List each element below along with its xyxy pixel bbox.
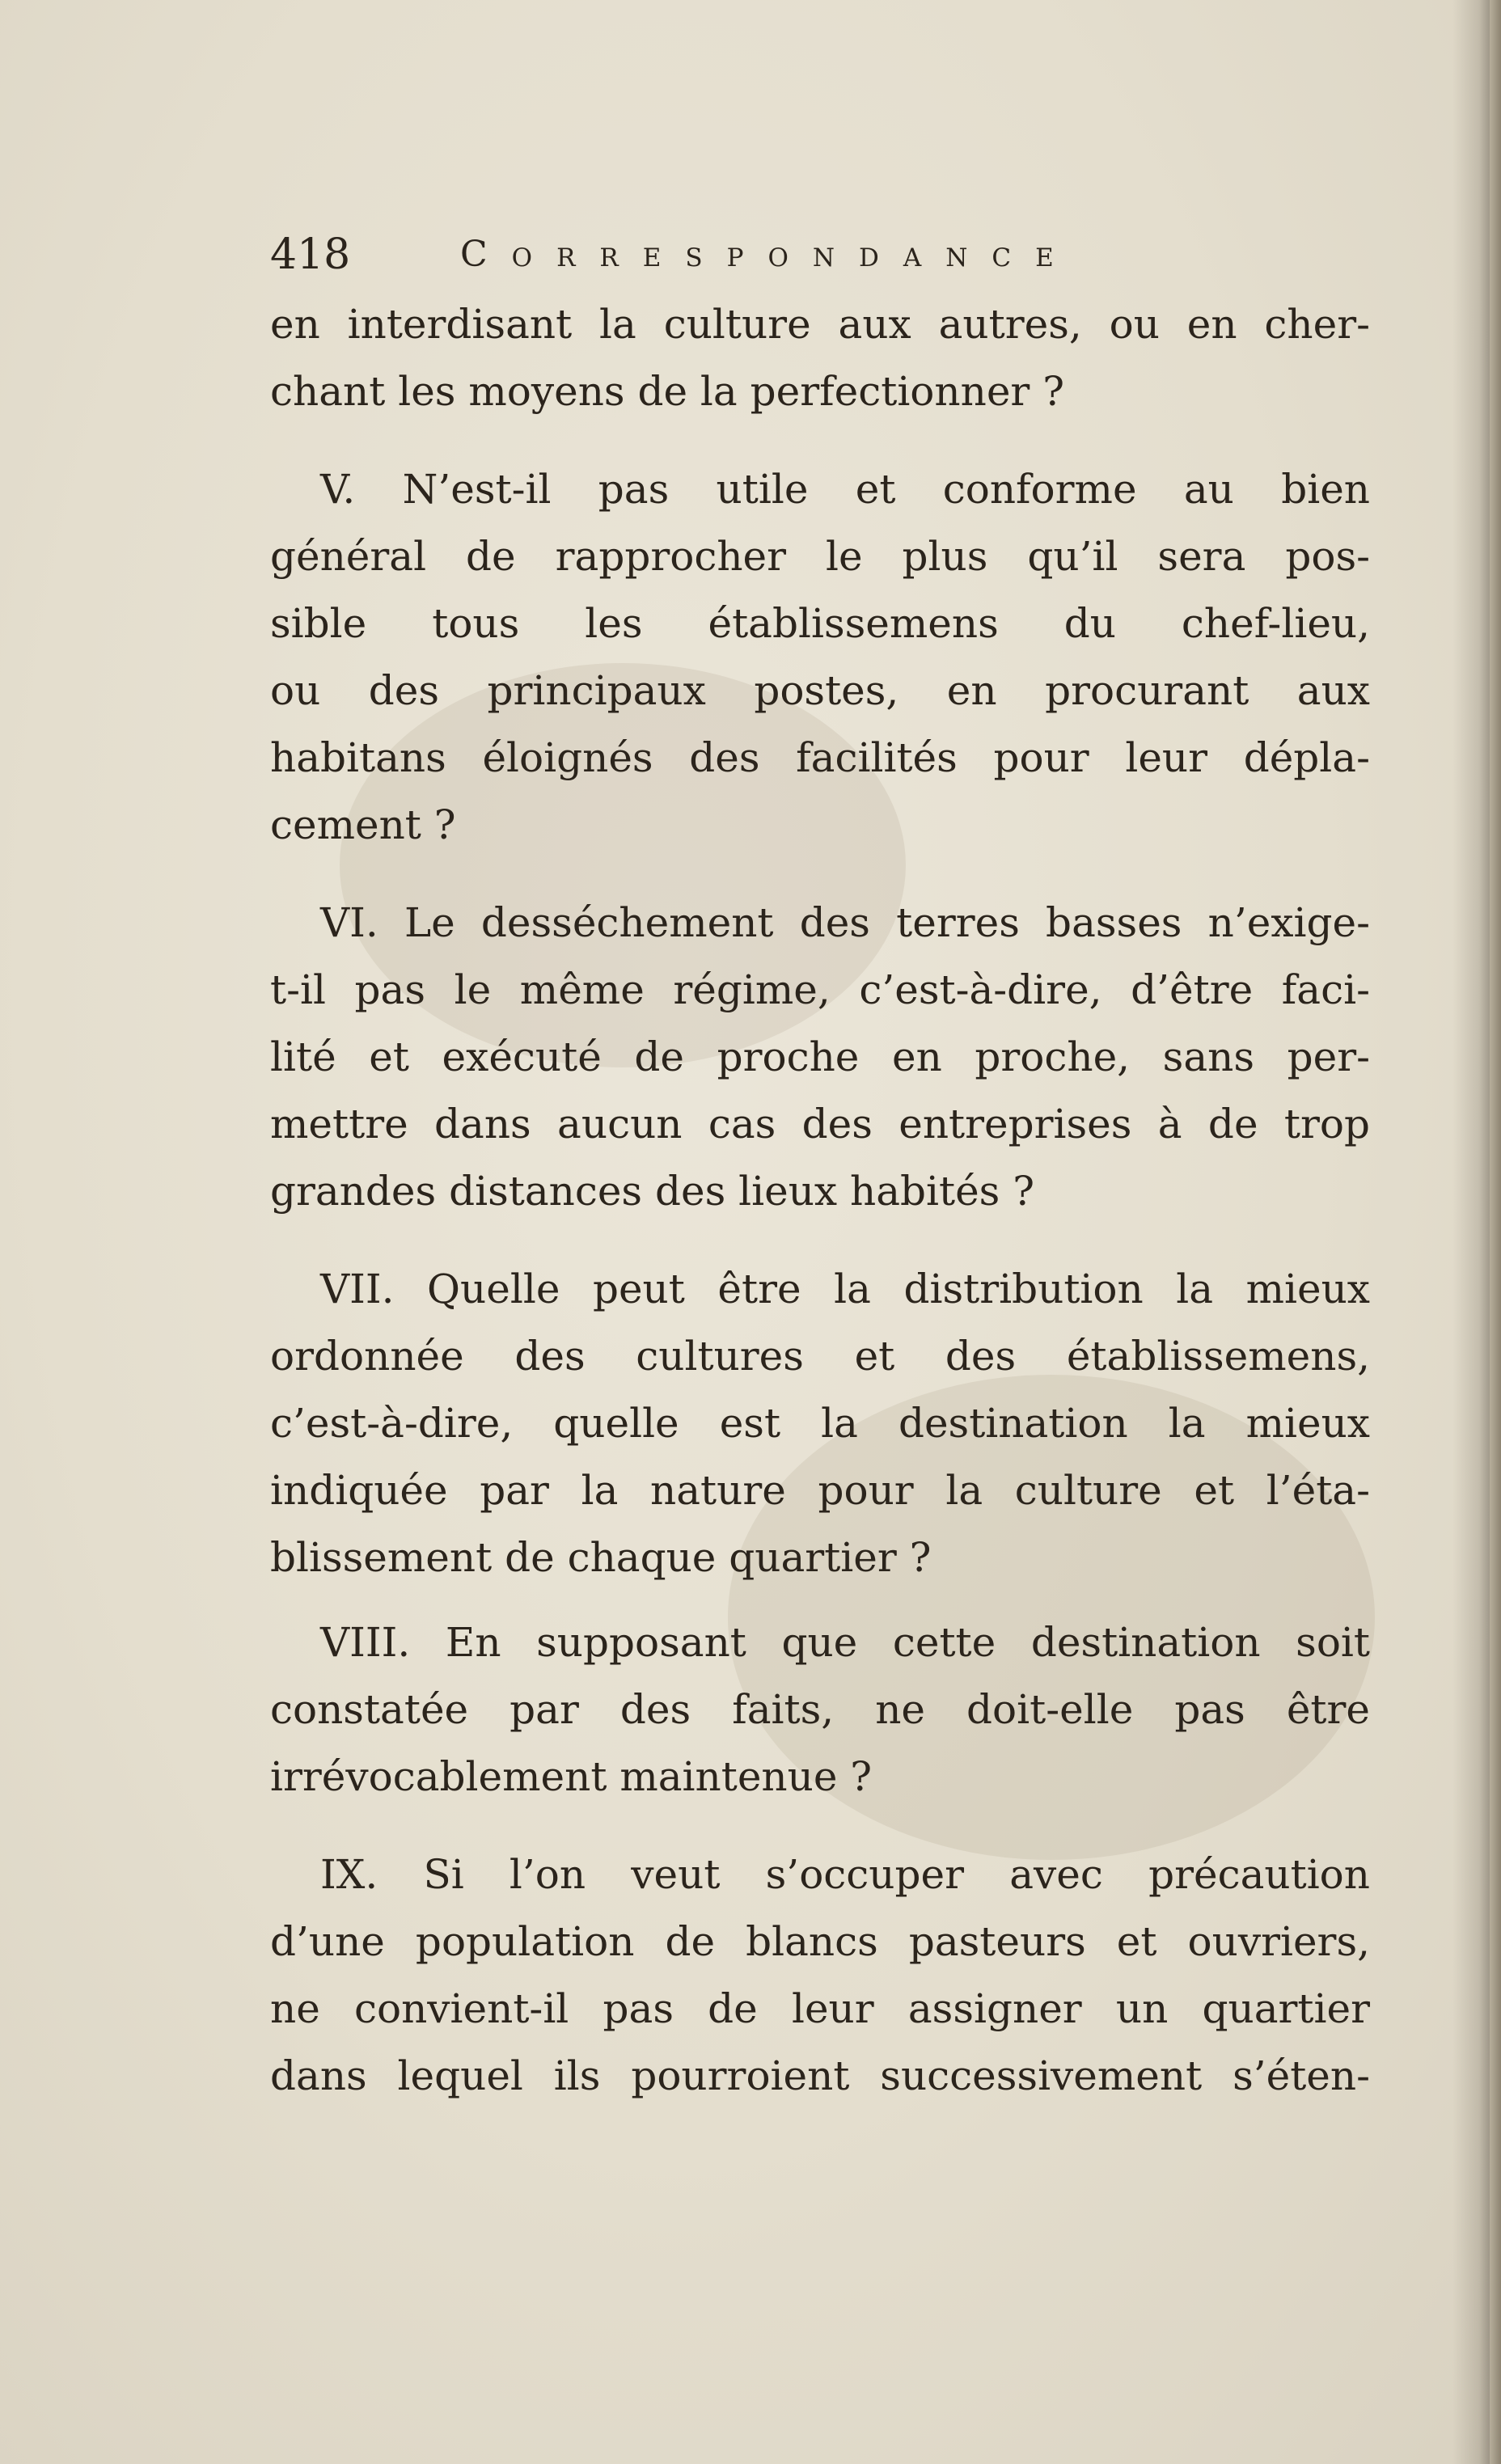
text-line: ordonnée des cultures et des établissemens, (270, 1333, 1370, 1380)
text-line: VI. Le desséchement des terres basses n’exige- (320, 899, 1370, 946)
paragraph-ix (270, 1841, 1370, 2110)
text-line: VII. Quelle peut être la distribution la mieux (320, 1266, 1370, 1312)
running-title: Correspondance (460, 234, 1078, 275)
text-line: constatée par des faits, ne doit-elle pas être (270, 1686, 1370, 1733)
paragraph-viii (270, 1609, 1370, 1811)
paragraph-v (270, 456, 1370, 859)
text-line: t-il pas le même régime, c’est-à-dire, d’être faci- (270, 966, 1370, 1013)
text-line: ne convient-il pas de leur assigner un quartier (270, 1985, 1370, 2032)
text-block (270, 218, 1370, 2110)
text-line: dans lequel ils pourroient successivement s’éten- (270, 2052, 1370, 2099)
running-head (270, 218, 1370, 291)
paragraph-vi (270, 890, 1370, 1225)
text-line: indiquée par la nature pour la culture et l’éta- (270, 1467, 1370, 1514)
text-line: IX. Si l’on veut s’occuper avec précaution (320, 1851, 1370, 1898)
text-line: cement ? (270, 801, 456, 848)
text-line: sible tous les établissemens du chef-lieu, (270, 600, 1370, 647)
text-line: blissement de chaque quartier ? (270, 1534, 932, 1581)
text-line: lité et exécuté de proche en proche, sans per- (270, 1033, 1370, 1080)
text-line: habitans éloignés des facilités pour leur dépla- (270, 734, 1370, 781)
text-line: V. N’est-il pas utile et conforme au bien (320, 466, 1370, 513)
paragraph-continuation (270, 291, 1370, 425)
text-line: VIII. En supposant que cette destination soit (320, 1619, 1370, 1666)
text-line: grandes distances des lieux habités ? (270, 1168, 1035, 1215)
text-line: général de rapprocher le plus qu’il sera pos- (270, 533, 1370, 580)
text-line: d’une population de blancs pasteurs et ouvriers, (270, 1918, 1370, 1965)
page-edge (1490, 0, 1501, 2464)
text-line: ou des principaux postes, en procurant aux (270, 667, 1370, 714)
text-line: mettre dans aucun cas des entreprises à de trop (270, 1101, 1370, 1147)
text-line: en interdisant la culture aux autres, ou en cher- (270, 301, 1370, 348)
paragraph-vii (270, 1256, 1370, 1591)
page-number: 418 (270, 230, 351, 279)
text-line: irrévocablement maintenue ? (270, 1753, 873, 1800)
text-line: chant les moyens de la perfectionner ? (270, 368, 1065, 415)
text-line: c’est-à-dire, quelle est la destination la mieux (270, 1400, 1370, 1447)
